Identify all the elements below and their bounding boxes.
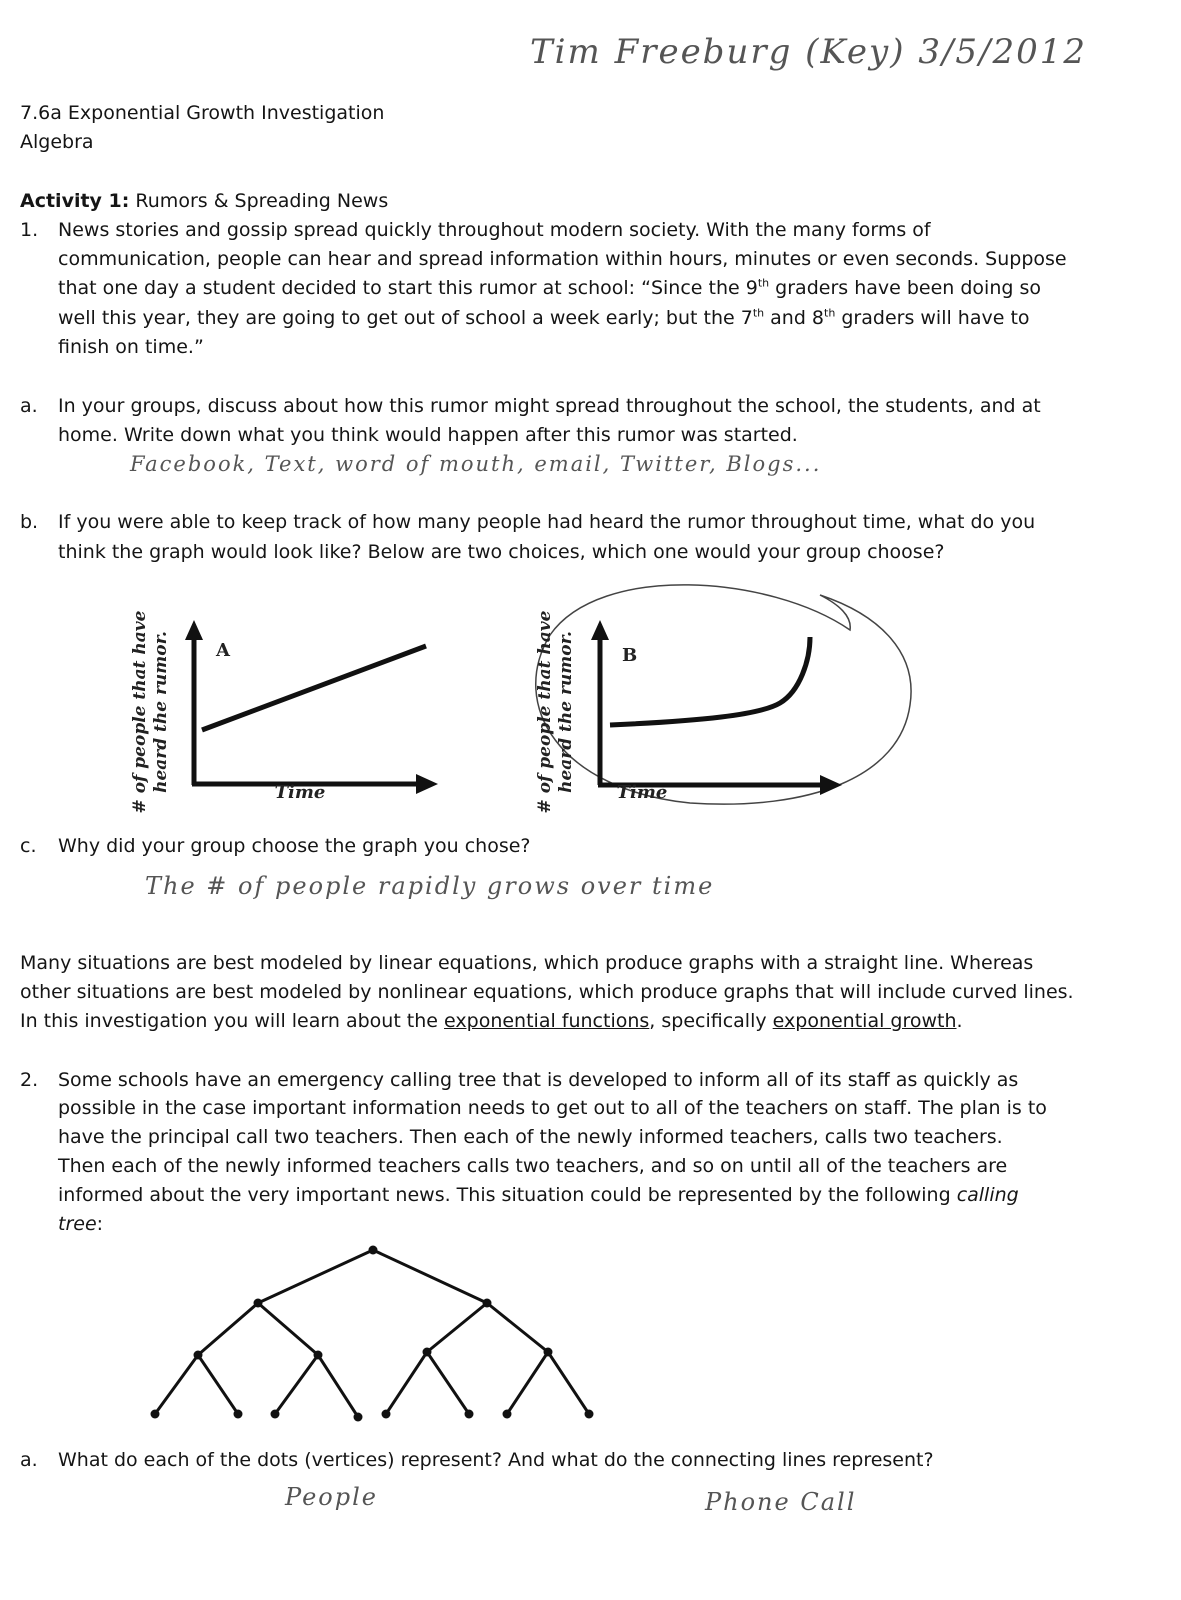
tree-edge	[507, 1352, 548, 1414]
tree-vertex	[544, 1348, 553, 1357]
q2-number: 2.	[20, 1069, 39, 1091]
tree-edge	[373, 1250, 487, 1303]
activity-label: Activity 1:	[20, 190, 130, 212]
tree-vertex	[271, 1410, 280, 1419]
handwritten-answer-qc: The # of people rapidly grows over time	[145, 872, 715, 900]
para-line3-text: In this investigation you will learn about the	[20, 1010, 445, 1032]
tree-vertex	[369, 1246, 378, 1255]
worksheet-subject: Algebra	[20, 131, 94, 153]
q2-line5-text: informed about the very important news. This situation could be represented by the following	[58, 1184, 957, 1206]
qb-line1: If you were able to keep track of how many people had heard the rumor throughout time, what do you	[58, 511, 1036, 533]
qb-line2: think the graph would look like? Below are two choices, which one would your group choose?	[58, 541, 945, 563]
tree-edge	[487, 1303, 548, 1352]
handwritten-answer-qa: Facebook, Text, word of mouth, email, Twitter, Blogs...	[130, 452, 822, 476]
para-line3-text-end: .	[956, 1010, 963, 1032]
graph-a-ylabel-2: heard the rumor.	[151, 631, 171, 793]
tree-vertex	[585, 1410, 594, 1419]
tree-edge	[427, 1352, 469, 1414]
tree-vertex	[354, 1413, 363, 1422]
para-line3-text-mid: , specifically	[649, 1010, 773, 1032]
q1-line1: News stories and gossip spread quickly throughout modern society. With the many forms of	[58, 219, 931, 241]
qa-line2: home. Write down what you think would happen after this rumor was started.	[58, 424, 798, 446]
q2a-label: a.	[20, 1449, 38, 1471]
graph-b-ylabel-2: heard the rumor.	[556, 631, 576, 793]
tree-edge	[198, 1355, 238, 1414]
q2-line2: possible in the case important information needs to get out to all of the teachers on staff. The plan is to	[58, 1097, 1047, 1119]
qa-line1: In your groups, discuss about how this rumor might spread throughout the school, the students, and at	[58, 395, 1041, 417]
tree-edge	[275, 1355, 318, 1414]
qc-text: Why did your group choose the graph you chose?	[58, 835, 531, 857]
graph-a-label: A	[216, 640, 230, 661]
graph-b-xlabel: Time	[616, 782, 668, 803]
q1-line2: communication, people can hear and spread information within hours, minutes or even seconds. Suppose	[58, 248, 1067, 270]
q2a-text: What do each of the dots (vertices) represent? And what do the connecting lines represent?	[58, 1449, 934, 1471]
q2-line5-italic: calling	[956, 1184, 1019, 1206]
q1-line4-sup1: th	[752, 306, 765, 320]
q1-line4-text-end: graders will have to	[835, 307, 1030, 329]
q1-line4-text-mid: and 8	[764, 307, 825, 329]
graph-a-xlabel: Time	[274, 782, 326, 803]
q1-number: 1.	[20, 219, 39, 241]
tree-vertex	[234, 1410, 243, 1419]
tree-edge	[155, 1355, 198, 1414]
tree-vertex	[465, 1410, 474, 1419]
tree-vertex	[194, 1351, 203, 1360]
tree-vertex	[423, 1348, 432, 1357]
q1-line3-text-end: graders have been doing so	[769, 277, 1042, 299]
tree-edge	[427, 1303, 487, 1352]
q1-line5: finish on time.”	[58, 336, 204, 358]
q1-line3-sup: th	[757, 276, 770, 290]
handwritten-answer-lines: Phone Call	[705, 1488, 857, 1516]
handwritten-header: Tim Freeburg (Key) 3/5/2012	[530, 32, 1088, 72]
graph-b-ylabel-1: # of people that have	[535, 610, 555, 814]
term-exponential-growth: exponential growth	[772, 1010, 957, 1032]
tree-vertex	[254, 1299, 263, 1308]
tree-vertex	[382, 1410, 391, 1419]
q2-line6-italic: tree	[58, 1213, 97, 1235]
tree-edge	[258, 1303, 318, 1355]
qb-label: b.	[20, 511, 39, 533]
q2-line1: Some schools have an emergency calling tree that is developed to inform all of its staff as quickly as	[58, 1069, 1019, 1091]
qc-label: c.	[20, 835, 37, 857]
graph-a-ylabel-1: # of people that have	[130, 610, 150, 814]
tree-edge	[386, 1352, 427, 1414]
activity-title: Rumors & Spreading News	[135, 190, 389, 212]
tree-vertex	[151, 1410, 160, 1419]
q1-line4-sup2: th	[824, 306, 836, 320]
tree-edge	[318, 1355, 358, 1417]
q2-line3: have the principal call two teachers. Then each of the newly informed teachers, calls two teachers.	[58, 1126, 1003, 1148]
q2-line6-text: :	[96, 1213, 104, 1235]
term-exponential-functions: exponential functions	[444, 1010, 650, 1032]
para-line2: other situations are best modeled by nonlinear equations, which produce graphs that will include curved lines.	[20, 981, 1074, 1003]
tree-vertex	[503, 1410, 512, 1419]
tree-vertex	[483, 1299, 492, 1308]
tree-edge	[258, 1250, 373, 1303]
graph-b-label: B	[622, 645, 638, 666]
q2-line4: Then each of the newly informed teachers calls two teachers, and so on until all of the teachers are	[58, 1155, 1008, 1177]
q1-line3-text: that one day a student decided to start this rumor at school: “Since the 9	[58, 277, 758, 299]
worksheet-title: 7.6a Exponential Growth Investigation	[20, 102, 385, 124]
q1-line4-text: well this year, they are going to get out of school a week early; but the 7	[58, 307, 753, 329]
tree-edge	[548, 1352, 589, 1414]
tree-edge	[198, 1303, 258, 1355]
handwritten-answer-vertices: People	[285, 1483, 378, 1511]
tree-vertex	[314, 1351, 323, 1360]
qa-label: a.	[20, 395, 38, 417]
para-line1: Many situations are best modeled by linear equations, which produce graphs with a straight line. Whereas	[20, 952, 1034, 974]
